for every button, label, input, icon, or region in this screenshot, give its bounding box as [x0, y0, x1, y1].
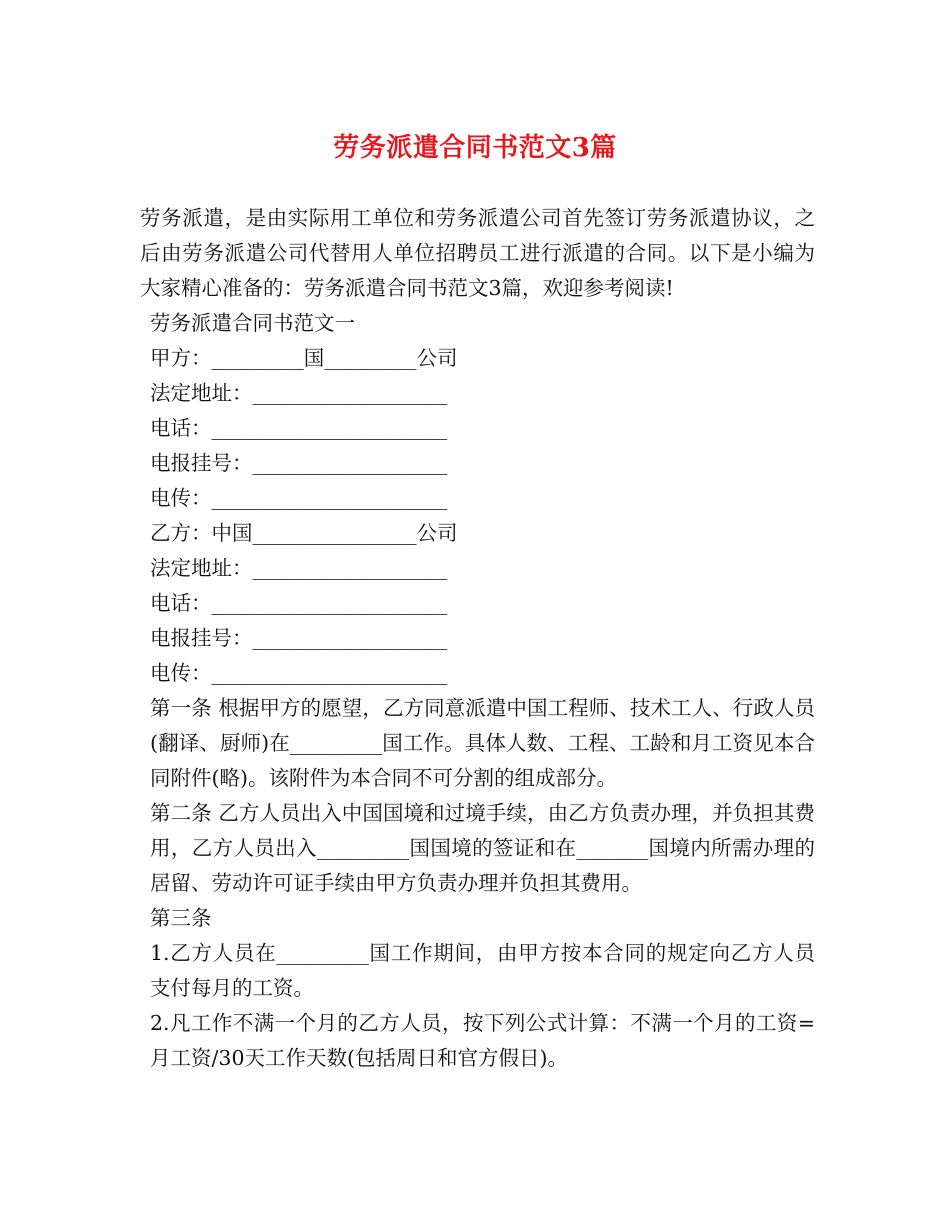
- paragraph: 电传：_______________________: [150, 486, 448, 510]
- paragraph: 电报挂号：___________________: [150, 451, 448, 475]
- paragraph: 第一条 根据甲方的愿望，乙方同意派遣中国工程师、技术工人、行政人员(翻译、厨师)在_________国工作。具体人数、工程、工龄和月工资见本合同附件(略)。该附件为本合同不可分割的组成部分。: [150, 696, 815, 790]
- paragraph: 电话：_______________________: [150, 591, 448, 615]
- document-body: [140, 201, 815, 1076]
- paragraph: 电话：_______________________: [150, 416, 448, 440]
- paragraph: 电传：_______________________: [150, 661, 448, 685]
- paragraph: 法定地址：___________________: [150, 556, 448, 580]
- paragraph: 甲方：_________国_________公司: [150, 346, 458, 370]
- paragraph: 2.凡工作不满一个月的乙方人员，按下列公式计算：不满一个月的工资=月工资/30天工作天数(包括周日和官方假日)。: [150, 1011, 815, 1070]
- paragraph: 1.乙方人员在_________国工作期间，由甲方按本合同的规定向乙方人员支付每月的工资。: [150, 941, 815, 1000]
- paragraph: 第三条: [150, 906, 212, 930]
- paragraph: 第二条 乙方人员出入中国国境和过境手续，由乙方负责办理，并负担其费用，乙方人员出入_________国国境的签证和在_______国境内所需办理的居留、劳动许可证手续由甲方负责办理并负担其费用。: [150, 801, 815, 895]
- paragraph: 劳务派遣，是由实际用工单位和劳务派遣公司首先签订劳务派遣协议，之后由劳务派遣公司代替用人单位招聘员工进行派遣的合同。以下是小编为大家精心准备的：劳务派遣合同书范文3篇，欢迎参考阅读!: [140, 206, 815, 300]
- paragraph: 乙方：中国________________公司: [150, 521, 458, 545]
- paragraph: 电报挂号：___________________: [150, 626, 448, 650]
- paragraph: 法定地址：___________________: [150, 381, 448, 405]
- paragraph: 劳务派遣合同书范文一: [150, 311, 355, 335]
- document-title: 劳务派遣合同书范文3篇: [333, 133, 617, 163]
